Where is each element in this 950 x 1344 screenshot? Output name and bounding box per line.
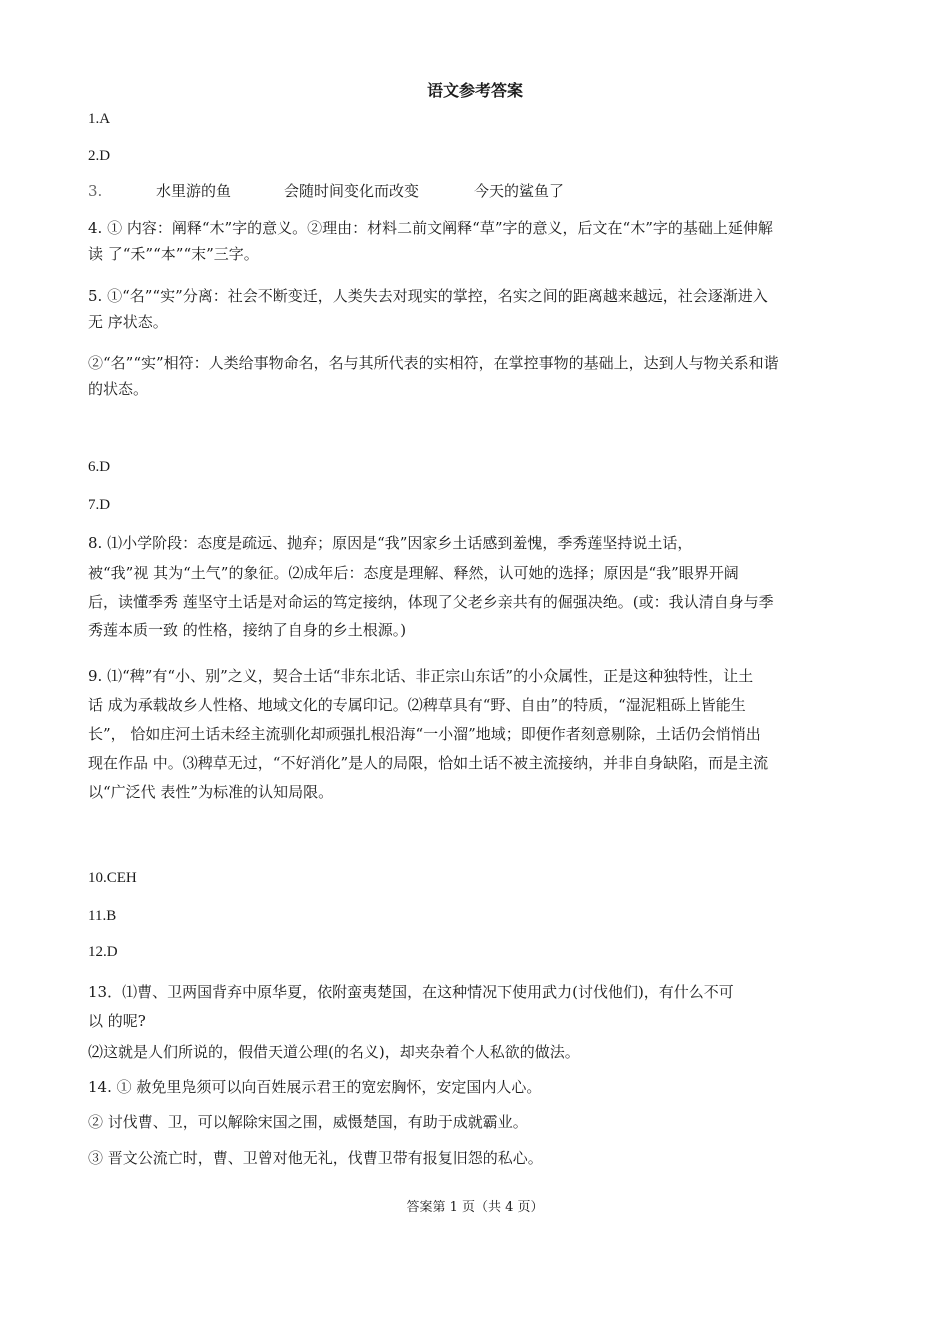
answer-4-line-2: 读 了“禾”“本”“末”三字。: [88, 245, 259, 263]
answer-14-line-2: ② 讨伐曹、卫，可以解除宋国之围，威慑楚国，有助于成就霸业。: [88, 1113, 528, 1131]
answer-8-line-2: 被“我”视 其为“土气”的象征。⑵成年后：态度是理解、释然，认可她的选择；原因是“我”眼界开阔: [88, 564, 739, 582]
answer-8-line-4: 秀莲本质一致 的性格，接纳了自身的乡土根源。): [88, 621, 407, 639]
answer-3-number: 3.: [88, 182, 103, 200]
answer-5-2-line-2: 的状态。: [88, 380, 149, 398]
answer-9-line-2: 话 成为承载故乡人性格、地域文化的专属印记。⑵稗草具有“野、自由”的特质，“湿泥粗砾上皆能生: [88, 696, 746, 714]
answer-7: 7.D: [88, 497, 111, 513]
answer-9-line-3: 长”， 恰如庄河土话未经主流驯化却顽强扎根沿海“一小溜”地域；即便作者刻意剔除，土话仍会悄悄出: [88, 725, 761, 743]
answer-9-line-5: 以“广泛代 表性”为标准的认知局限。: [88, 783, 334, 801]
answer-12: 12.D: [88, 944, 118, 960]
answer-14-line-1: 14. ① 赦免里凫须可以向百姓展示君王的宽宏胸怀，安定国内人心。: [88, 1078, 542, 1096]
answer-9-line-4: 现在作品 中。⑶稗草无过，“不好消化”是人的局限，恰如土话不被主流接纳，并非自身缺陷，而是主流: [88, 754, 769, 772]
answer-14-line-3: ③ 晋文公流亡时，曹、卫曾对他无礼，伐曹卫带有报复旧怨的私心。: [88, 1149, 543, 1167]
answer-4-line-1: 4. ① 内容：阐释“木”字的意义。②理由：材料二前文阐释“草”字的意义，后文在“木”字的基础上延伸解: [88, 219, 773, 237]
answer-3: [88, 178, 868, 204]
answer-13-line-2: 以 的呢?: [88, 1012, 146, 1030]
answer-3-blank-3: 今天的鲨鱼了: [474, 182, 565, 200]
answer-5-1-line-2: 无 序状态。: [88, 313, 168, 331]
answer-5-2-line-1: ②“名”“实”相符：人类给事物命名，名与其所代表的实相符，在掌控事物的基础上，达到人与物关系和谐: [88, 354, 779, 372]
answer-9-line-1: 9. ⑴“稗”有“小、别”之义，契合土话“非东北话、非正宗山东话”的小众属性，正是这种独特性，让土: [88, 667, 754, 685]
page-footer: 答案第 1 页（共 4 页）: [406, 1200, 544, 1215]
answer-5-1-line-1: 5. ①“名”“实”分离：社会不断变迁，人类失去对现实的掌控，名实之间的距离越来越远，社会逐渐进入: [88, 287, 768, 305]
answer-3-blank-1: 水里游的鱼: [156, 182, 232, 200]
answer-3-blank-2: 会随时间变化而改变: [284, 182, 420, 200]
answer-2: 2.D: [88, 148, 111, 164]
answer-1: 1.A: [88, 111, 111, 127]
answer-6: 6.D: [88, 459, 111, 475]
answer-13-line-1: 13．⑴曹、卫两国背弃中原华夏，依附蛮夷楚国，在这种情况下使用武力(讨伐他们)，有什么不可: [88, 983, 734, 1001]
answer-8-line-1: 8. ⑴小学阶段：态度是疏远、抛弃；原因是“我”因家乡土话感到羞愧，季秀莲坚持说土话，: [88, 534, 693, 552]
answer-10: 10.CEH: [88, 870, 137, 886]
answer-8-line-3: 后，读懂季秀 莲坚守土话是对命运的笃定接纳，体现了父老乡亲共有的倔强决绝。(或：我认清自身与季: [88, 593, 774, 611]
answer-13-line-3: ⑵这就是人们所说的，假借天道公理(的名义)，却夹杂着个人私欲的做法。: [88, 1043, 580, 1061]
answer-11: 11.B: [88, 908, 117, 924]
page-title: 语文参考答案: [426, 81, 523, 100]
